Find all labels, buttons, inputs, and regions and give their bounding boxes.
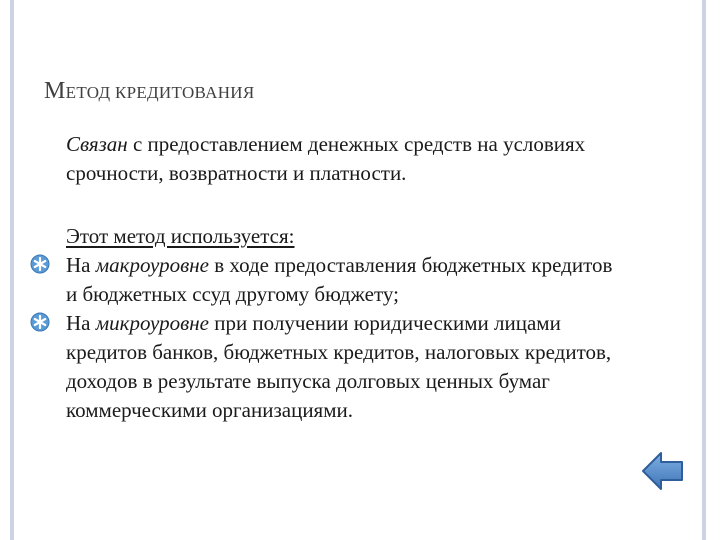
slide-body — [66, 130, 626, 425]
bullet-item-micro — [66, 309, 626, 425]
title-first-letter: М — [44, 78, 66, 104]
bullet-text: при получении юридическими лицами кредитов банков, бюджетных кредитов, налоговых кредитов, доходов в результате выпуска долговых ценных бумаг коммерческими организациями. — [66, 311, 612, 422]
title-rest: ЕТОД КРЕДИТОВАНИЯ — [65, 83, 255, 102]
intro-italic: Связан — [66, 132, 128, 156]
right-border — [702, 0, 706, 540]
left-border — [10, 0, 14, 540]
intro-paragraph — [66, 130, 626, 188]
asterisk-badge-icon — [30, 254, 50, 274]
slide-title — [44, 78, 255, 105]
usage-heading: Этот метод используется: — [66, 224, 295, 248]
bullet-lead: На — [66, 311, 96, 335]
back-arrow-icon[interactable] — [640, 448, 686, 494]
bullet-italic: микроуровне — [95, 311, 209, 335]
bullet-lead: На — [66, 253, 96, 277]
bullet-text: в ходе предоставления бюджетных кредитов и бюджетных ссуд другому бюджету; — [66, 253, 613, 306]
bullet-item-macro — [66, 251, 626, 309]
bullet-italic: макроуровне — [95, 253, 209, 277]
asterisk-badge-icon — [30, 312, 50, 332]
intro-text: с предоставлением денежных средств на условиях срочности, возвратности и платности. — [66, 132, 586, 185]
